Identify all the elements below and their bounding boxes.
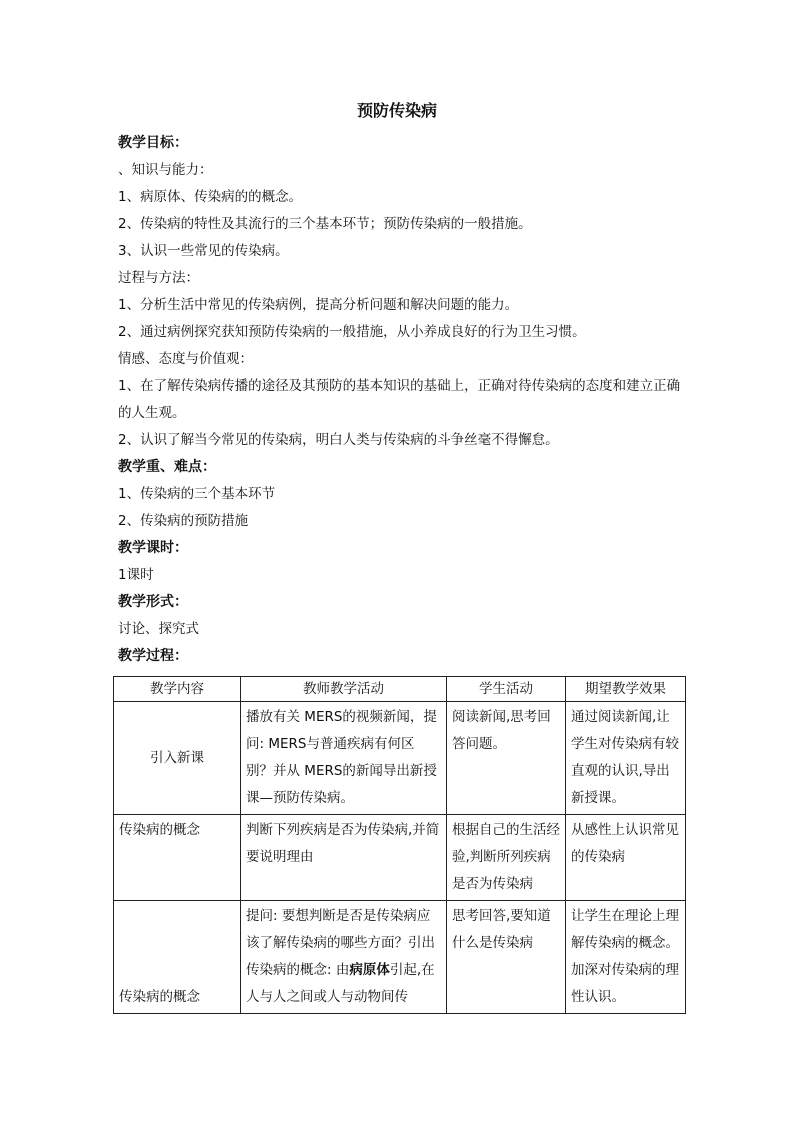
emphasized-term: 病原体 — [349, 962, 390, 978]
paragraph-line: 2、传染病的预防措施 — [118, 513, 249, 529]
table-cell-content: 传染病的概念 — [114, 815, 241, 901]
table-cell-student: 阅读新闻,思考回答问题。 — [447, 702, 566, 815]
document-body — [118, 130, 688, 670]
table-row — [114, 901, 686, 1014]
teacher-text-part: 引起,在人与人之间或人与动物间传 — [246, 962, 435, 1005]
table-cell-effect: 通过阅读新闻,让学生对传染病有较直观的认识,导出新授课。 — [566, 702, 686, 815]
paragraph-line: 讨论、探究式 — [118, 621, 199, 637]
paragraph-line: 2、通过病例探究获知预防传染病的一般措施，从小养成良好的行为卫生习惯。 — [118, 324, 586, 340]
paragraph-line: 2、传染病的特性及其流行的三个基本环节；预防传染病的一般措施。 — [118, 216, 532, 232]
section-heading-process: 教学过程： — [118, 648, 188, 664]
paragraph-line: 3、认识一些常见的传染病。 — [118, 243, 289, 259]
section-heading-format: 教学形式： — [118, 594, 188, 610]
table-cell-content: 传染病的概念 — [114, 901, 241, 1014]
column-header: 教师教学活动 — [241, 677, 447, 702]
table-cell-student: 根据自己的生活经验,判断所列疾病是否为传染病 — [447, 815, 566, 901]
paragraph-line: 过程与方法： — [118, 270, 199, 286]
table-header-row — [114, 677, 686, 702]
paragraph-line: 1、病原体、传染病的的概念。 — [118, 189, 303, 205]
paragraph-line: 1、分析生活中常见的传染病例，提高分析问题和解决问题的能力。 — [118, 297, 519, 313]
section-heading-key-points: 教学重、难点： — [118, 459, 216, 475]
table-cell-teacher: 判断下列疾病是否为传染病,并简要说明理由 — [241, 815, 447, 901]
paragraph-line: 1、传染病的三个基本环节 — [118, 486, 276, 502]
section-heading-class-hours: 教学课时： — [118, 540, 188, 556]
table-cell-effect: 从感性上认识常见的传染病 — [566, 815, 686, 901]
paragraph-line: 1、在了解传染病传播的途径及其预防的基本知识的基础上，正确对待传染病的态度和建立正确的人生观。 — [118, 378, 681, 421]
table-cell-teacher — [241, 901, 447, 1014]
table-row — [114, 702, 686, 815]
document-title: 预防传染病 — [356, 101, 437, 120]
teacher-text-part: 提问: 要想判断是否是传染病应该了解传染病的哪些方面？引出传染病的概念: 由 — [246, 908, 435, 978]
teaching-process-table — [113, 676, 686, 1014]
table-cell-teacher: 播放有关 MERS的视频新闻，提问: MERS与普通疾病有何区别？并从 MERS的新闻导出新授课—预防传染病。 — [241, 702, 447, 815]
paragraph-line: 情感、态度与价值观： — [118, 351, 253, 367]
table-cell-effect: 让学生在理论上理解传染病的概念。加深对传染病的理性认识。 — [566, 901, 686, 1014]
column-header: 期望教学效果 — [566, 677, 686, 702]
paragraph-line: 2、认识了解当今常见的传染病，明白人类与传染病的斗争丝毫不得懈怠。 — [118, 432, 559, 448]
table-row — [114, 815, 686, 901]
paragraph-line: 、知识与能力： — [118, 162, 213, 178]
section-heading-goals: 教学目标： — [118, 135, 188, 151]
column-header: 教学内容 — [114, 677, 241, 702]
table-cell-content: 引入新课 — [114, 702, 241, 815]
table-cell-student: 思考回答,要知道什么是传染病 — [447, 901, 566, 1014]
paragraph-line: 1课时 — [118, 567, 154, 583]
column-header: 学生活动 — [447, 677, 566, 702]
